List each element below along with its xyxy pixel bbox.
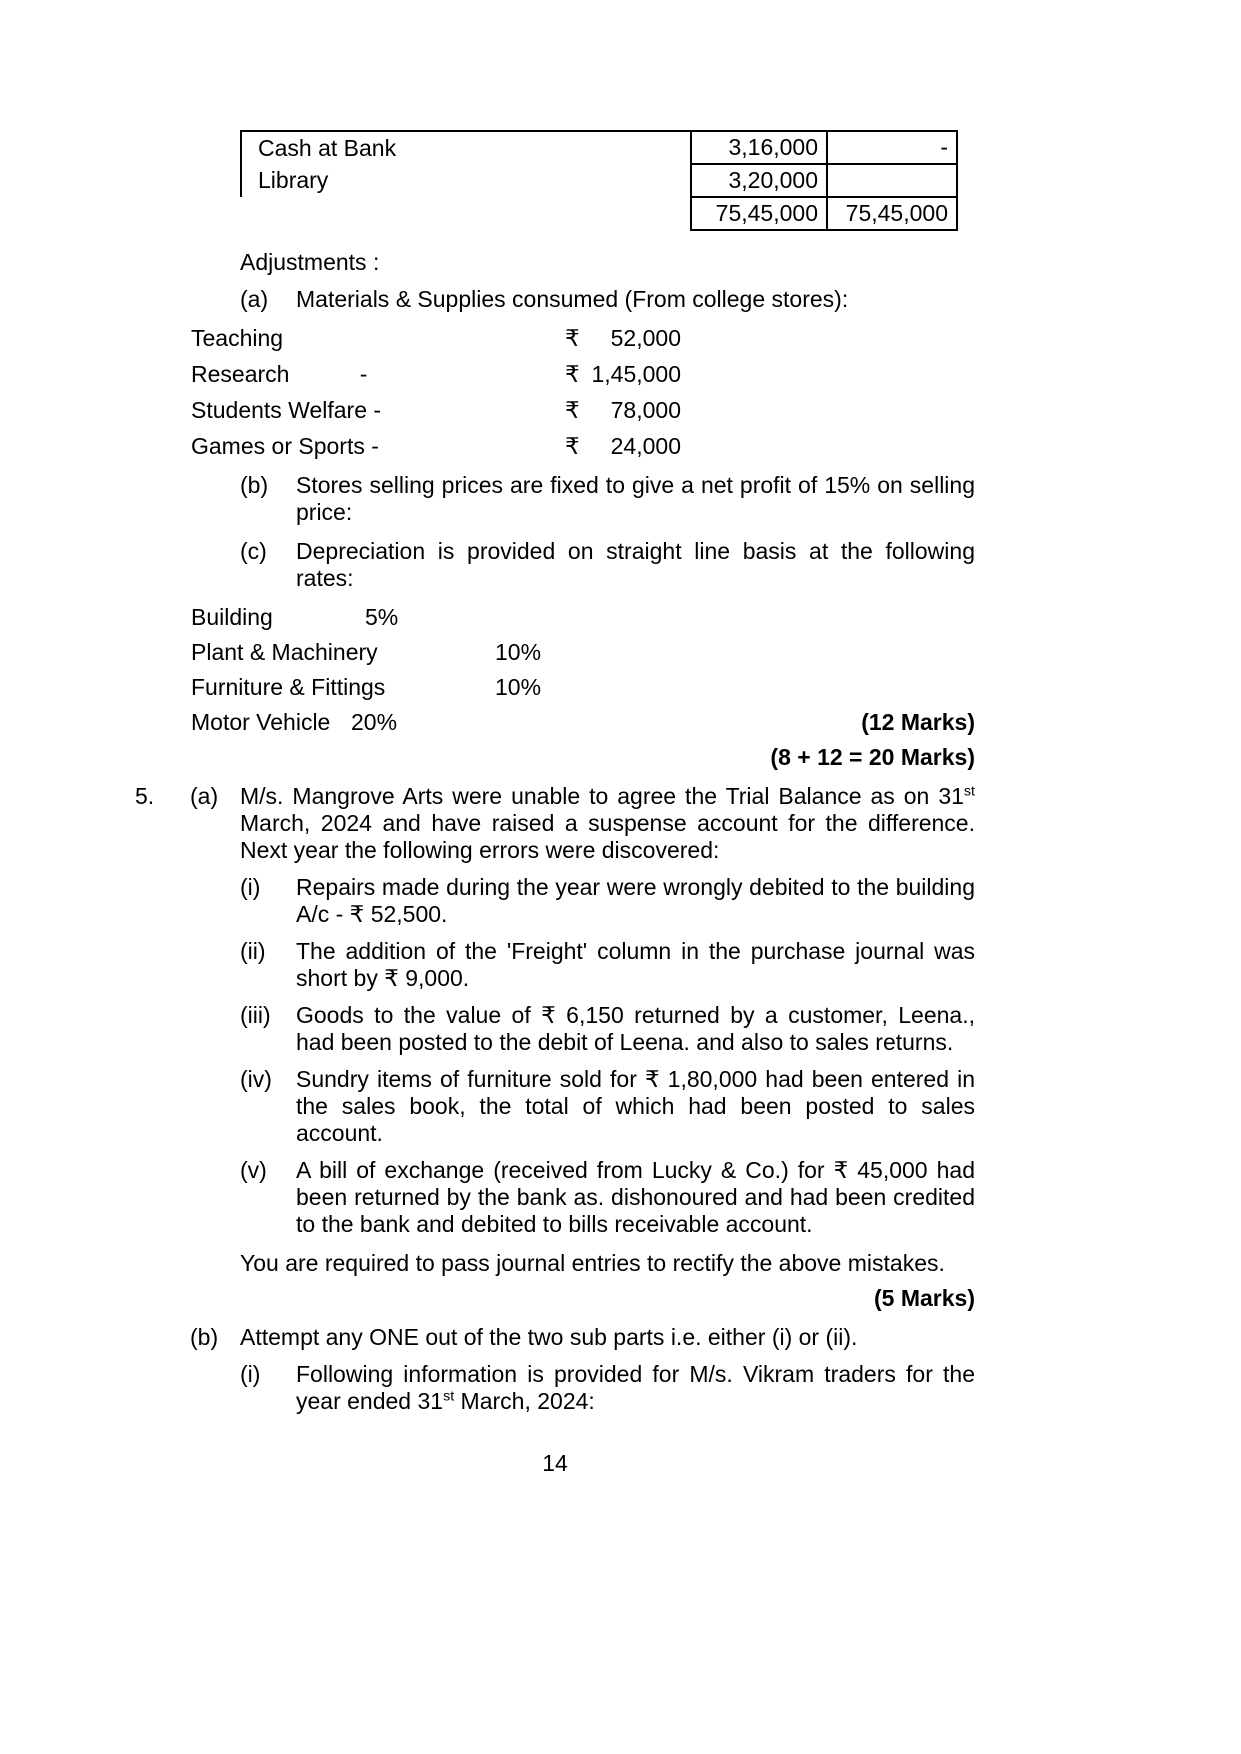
- part-label: (b): [190, 1324, 219, 1350]
- table-row: [241, 131, 957, 164]
- sub-item-text: Repairs made during the year were wrongly debited to the building A/c - ₹ 52,500.: [296, 874, 975, 927]
- rate-line: [191, 674, 975, 701]
- adjustment-item-c: [240, 538, 975, 592]
- rate-line: [191, 639, 975, 666]
- sub-i-text: Following information is provided for M/s. Vikram traders for the year ended 31: [296, 1361, 975, 1414]
- asset-name: Furniture & Fittings: [191, 674, 386, 700]
- consumption-amount: 1,45,000: [591, 361, 681, 387]
- asset-name: Plant & Machinery: [191, 639, 378, 665]
- asset-name: Building: [191, 604, 273, 630]
- consumption-name: Games or Sports -: [191, 433, 379, 459]
- consumption-name: Students Welfare -: [191, 397, 382, 423]
- part-label: (a): [190, 783, 219, 809]
- rupee-symbol: ₹: [565, 361, 580, 387]
- error-item-iv: [240, 1066, 975, 1147]
- page-number: 14: [542, 1450, 568, 1476]
- consumption-line: [191, 361, 975, 388]
- adjustments-heading: Adjustments :: [240, 249, 380, 275]
- rupee-symbol: ₹: [565, 397, 580, 423]
- sub-item-text: [296, 1361, 975, 1415]
- marks-5: (5 Marks): [874, 1285, 975, 1311]
- intro-text: March, 2024 and have raised a suspense account for the difference. Next year the following errors were discovered:: [240, 810, 975, 863]
- marks-12: (12 Marks): [861, 709, 975, 735]
- rupee-symbol: ₹: [565, 433, 580, 459]
- item-label: (b): [240, 472, 269, 498]
- sub-item-label: (iii): [240, 1002, 271, 1028]
- asset-rate: 10%: [495, 639, 542, 665]
- consumption-line: [191, 397, 975, 424]
- sub-item-text: A bill of exchange (received from Lucky & Co.) for ₹ 45,000 had been returned by the bank as. dishonoured and had been credited to the bank and debited to bills receivable account.: [296, 1157, 975, 1237]
- error-item-i: [240, 874, 975, 928]
- ordinal-suffix: st: [443, 1388, 455, 1405]
- amount-cell: 3,16,000: [691, 131, 827, 164]
- sub-item-text: The addition of the 'Freight' column in the purchase journal was short by ₹ 9,000.: [296, 938, 975, 991]
- rupee-symbol: ₹: [565, 325, 580, 351]
- question-5b: [135, 1324, 975, 1351]
- item-text: Depreciation is provided on straight line basis at the following rates:: [296, 538, 975, 591]
- error-item-ii: [240, 938, 975, 992]
- sub-i-text: March, 2024:: [454, 1388, 595, 1414]
- amount-cell: 3,20,000: [691, 164, 827, 197]
- adjustment-item-b: [240, 472, 975, 526]
- amount-cell: [827, 164, 957, 197]
- sub-item-label: (iv): [240, 1066, 272, 1092]
- table-row: [241, 164, 957, 197]
- sub-item-text: Sundry items of furniture sold for ₹ 1,80,000 had been entered in the sales book, the total of which had been posted to sales account.: [296, 1066, 975, 1146]
- sub-item-label: (i): [240, 1361, 261, 1387]
- item-text: Materials & Supplies consumed (From college stores):: [296, 286, 849, 312]
- page-content: [135, 130, 975, 1415]
- ordinal-suffix: st: [963, 783, 975, 800]
- question-number: 5.: [135, 783, 155, 809]
- item-text: Stores selling prices are fixed to give a net profit of 15% on selling price:: [296, 472, 975, 525]
- adjustment-item-a: [240, 286, 975, 313]
- consumption-amount: 78,000: [610, 397, 681, 423]
- sub-item-label: (v): [240, 1157, 267, 1183]
- item-label: (a): [240, 286, 269, 312]
- total-cell: 75,45,000: [691, 197, 827, 230]
- error-item-iii: [240, 1002, 975, 1056]
- question-number-spacer: [135, 1324, 190, 1351]
- item-label: (c): [240, 538, 267, 564]
- part-b-sub-i: [240, 1361, 975, 1415]
- total-cell: 75,45,000: [827, 197, 957, 230]
- trial-balance-table: [240, 130, 958, 231]
- consumption-amount: 24,000: [610, 433, 681, 459]
- depreciation-rates: [191, 604, 975, 736]
- asset-rate: 20%: [351, 709, 398, 735]
- asset-rate: 10%: [495, 674, 542, 700]
- question-intro: [240, 783, 975, 864]
- part-b-text: Attempt any ONE out of the two sub parts i.e. either (i) or (ii).: [240, 1324, 858, 1350]
- amount-cell: -: [827, 131, 957, 164]
- account-name-cell: [241, 197, 691, 230]
- marks-total: (8 + 12 = 20 Marks): [770, 744, 975, 770]
- error-item-v: [240, 1157, 975, 1238]
- consumption-line: [191, 433, 975, 460]
- consumption-name: Research -: [191, 361, 368, 387]
- sub-item-label: (ii): [240, 938, 266, 964]
- account-name-cell: Library: [241, 164, 691, 197]
- sub-item-text: Goods to the value of ₹ 6,150 returned by a customer, Leena., had been posted to the debit of Leena. and also to sales returns.: [296, 1002, 975, 1055]
- asset-name: Motor Vehicle: [191, 709, 331, 735]
- closing-instruction: You are required to pass journal entries to rectify the above mistakes.: [240, 1250, 945, 1276]
- sub-item-label: (i): [240, 874, 261, 900]
- rate-line: [191, 709, 975, 736]
- account-name-cell: Cash at Bank: [241, 131, 691, 164]
- consumption-name: Teaching: [191, 325, 284, 351]
- intro-text: M/s. Mangrove Arts were unable to agree the Trial Balance as on 31: [240, 783, 964, 809]
- question-5: [135, 783, 975, 864]
- rate-line: [191, 604, 975, 631]
- asset-rate: 5%: [365, 604, 399, 630]
- table-row: [241, 197, 957, 230]
- consumption-line: [191, 325, 975, 352]
- consumption-amount: 52,000: [610, 325, 681, 351]
